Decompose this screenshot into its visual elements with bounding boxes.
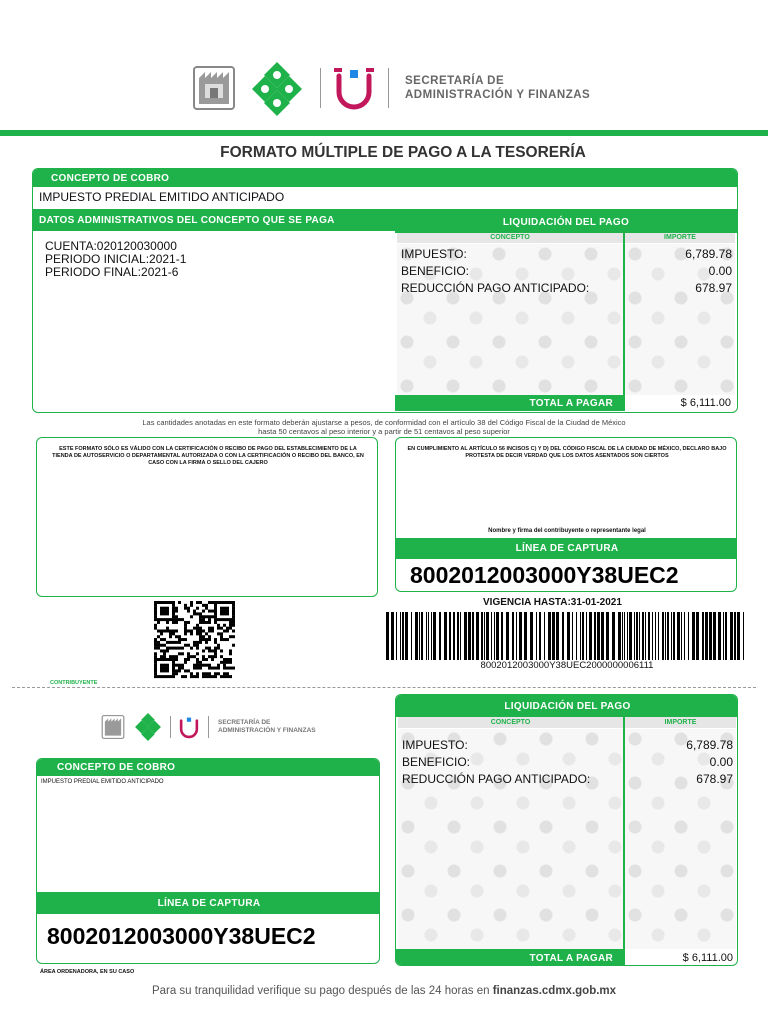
validity-text: ESTE FORMATO SÓLO ES VÁLIDO CON LA CERTIFICACIÓN O RECIBO DE PAGO DEL ESTABLECIMIENTO DE LA TIENDA DE AUTOSERVICIO O DEPARTAMENTAL AUTORIZADA O CON LA CERTIFICACIÓN O RECIBO DEL BANCO, EN CASO CON LA FIRMA O SELLO DEL CAJERO <box>52 446 364 466</box>
total-label: TOTAL A PAGAR <box>395 395 625 411</box>
liquidacion-header: LIQUIDACIÓN DEL PAGO <box>395 211 737 233</box>
notice-line-1: Las cantidades anotadas en este formato deberán ajustarse a pesos, de conformidad con el artículo 38 del Código Fiscal de la Ciudad de México <box>142 418 626 427</box>
barcode <box>386 612 748 660</box>
col-importe: IMPORTE <box>625 233 735 243</box>
col-concepto: CONCEPTO <box>397 233 623 243</box>
row-concepto: REDUCCIÓN PAGO ANTICIPADO: <box>401 281 590 295</box>
linea-captura-value: 8002012003000Y38UEC2 <box>410 562 679 588</box>
cuenta: CUENTA:020120030000 <box>45 239 177 253</box>
linea-captura-value: 8002012003000Y38UEC2 <box>47 923 316 949</box>
logo-divider-2 <box>208 716 209 738</box>
row-concepto: IMPUESTO: <box>402 738 468 752</box>
innovation-logo-icon <box>333 66 375 110</box>
footer-url[interactable]: finanzas.cdmx.gob.mx <box>492 985 617 997</box>
concepto-cobro-header: CONCEPTO DE COBRO <box>33 169 738 187</box>
coat-of-arms-icon <box>100 714 126 740</box>
periodo-inicial: PERIODO INICIAL:2021-1 <box>45 252 187 266</box>
row-importe: 0.00 <box>709 755 733 769</box>
concepto-cobro-value: IMPUESTO PREDIAL EMITIDO ANTICIPADO <box>39 190 285 204</box>
liquidacion-row <box>401 264 732 278</box>
row-importe: 0.00 <box>708 264 732 278</box>
col-concepto: CONCEPTO <box>398 717 623 728</box>
small-header <box>100 712 340 744</box>
page-title: FORMATO MÚLTIPLE DE PAGO A LA TESORERÍA <box>220 144 586 161</box>
signature-label: Nombre y firma del contribuyente o representante legal <box>488 528 646 534</box>
row-importe: 6,789.78 <box>686 738 733 752</box>
datos-admin-header: DATOS ADMINISTRATIVOS DEL CONCEPTO QUE SE PAGA <box>33 209 738 231</box>
linea-captura-header: LÍNEA DE CAPTURA <box>396 538 737 559</box>
concepto-cobro-panel-copy <box>36 758 380 964</box>
declaration-text: EN CUMPLIMIENTO AL ARTÍCULO 56 INCISOS C) Y D) DEL CÓDIGO FISCAL DE LA CIUDAD DE MÉXICO, DECLARO BAJO PROTESTA DE DECIR VERDAD QUE LOS DATOS ASENTADOS SON CIERTOS <box>407 446 727 459</box>
cut-line <box>12 687 756 688</box>
logo-divider-2 <box>388 68 389 108</box>
concepto-cobro-header: CONCEPTO DE COBRO <box>37 759 380 776</box>
liquidacion-panel <box>395 211 737 411</box>
footer-text <box>0 985 768 997</box>
secretaria-line-2: ADMINISTRACIÓN Y FINANZAS <box>218 727 316 734</box>
total-value: $ 6,111.00 <box>680 397 731 409</box>
liquidacion-row <box>402 738 733 752</box>
header-green-rule <box>0 130 768 136</box>
concepto-cobro-value: IMPUESTO PREDIAL EMITIDO ANTICIPADO <box>41 779 164 785</box>
liquidacion-row <box>401 281 732 295</box>
logo-divider <box>170 716 171 738</box>
cdmx-logo-icon <box>134 712 162 742</box>
barcode-text: 8002012003000Y38UEC2000000006111 <box>480 660 654 671</box>
periodo-final: PERIODO FINAL:2021-6 <box>45 265 179 279</box>
row-concepto: BENEFICIO: <box>402 755 471 769</box>
notice-line-2: hasta 50 centavos al peso interior y a partir de 51 centavos al peso superior <box>258 427 510 436</box>
secretaria-line-1: SECRETARÍA DE <box>405 75 505 87</box>
declaration-box <box>395 437 737 592</box>
liquidacion-row <box>401 247 732 261</box>
innovation-logo-icon <box>178 715 200 739</box>
secretaria-line-1: SECRETARÍA DE <box>218 719 271 726</box>
row-concepto: IMPUESTO: <box>401 247 467 261</box>
total-label: TOTAL A PAGAR <box>396 949 625 966</box>
col-importe: IMPORTE <box>625 717 736 728</box>
coat-of-arms-icon <box>191 64 237 112</box>
row-importe: 678.97 <box>696 772 733 786</box>
header <box>0 0 768 132</box>
vigencia: VIGENCIA HASTA:31-01-2021 <box>483 597 622 608</box>
row-importe: 6,789.78 <box>685 247 732 261</box>
row-importe: 678.97 <box>695 281 732 295</box>
liquidacion-row <box>402 755 733 769</box>
liquidacion-panel-copy <box>395 694 738 966</box>
liquidacion-header: LIQUIDACIÓN DEL PAGO <box>396 695 738 717</box>
total-value: $ 6,111.00 <box>682 952 733 964</box>
secretaria-line-2: ADMINISTRACIÓN Y FINANZAS <box>405 89 591 101</box>
qr-code <box>153 600 237 680</box>
linea-captura-header: LÍNEA DE CAPTURA <box>37 892 380 914</box>
row-concepto: REDUCCIÓN PAGO ANTICIPADO: <box>402 772 591 786</box>
validity-box <box>36 437 378 597</box>
liquidacion-row <box>402 772 733 786</box>
footer-prefix: Para su tranquilidad verifique su pago después de las 24 horas en <box>151 985 493 997</box>
area-ordenadora: ÁREA ORDENADORA, EN SU CASO <box>40 969 135 975</box>
contribuyente-label: CONTRIBUYENTE <box>50 680 98 686</box>
row-concepto: BENEFICIO: <box>401 264 470 278</box>
logo-divider <box>320 68 321 108</box>
cdmx-logo-icon <box>250 60 304 118</box>
